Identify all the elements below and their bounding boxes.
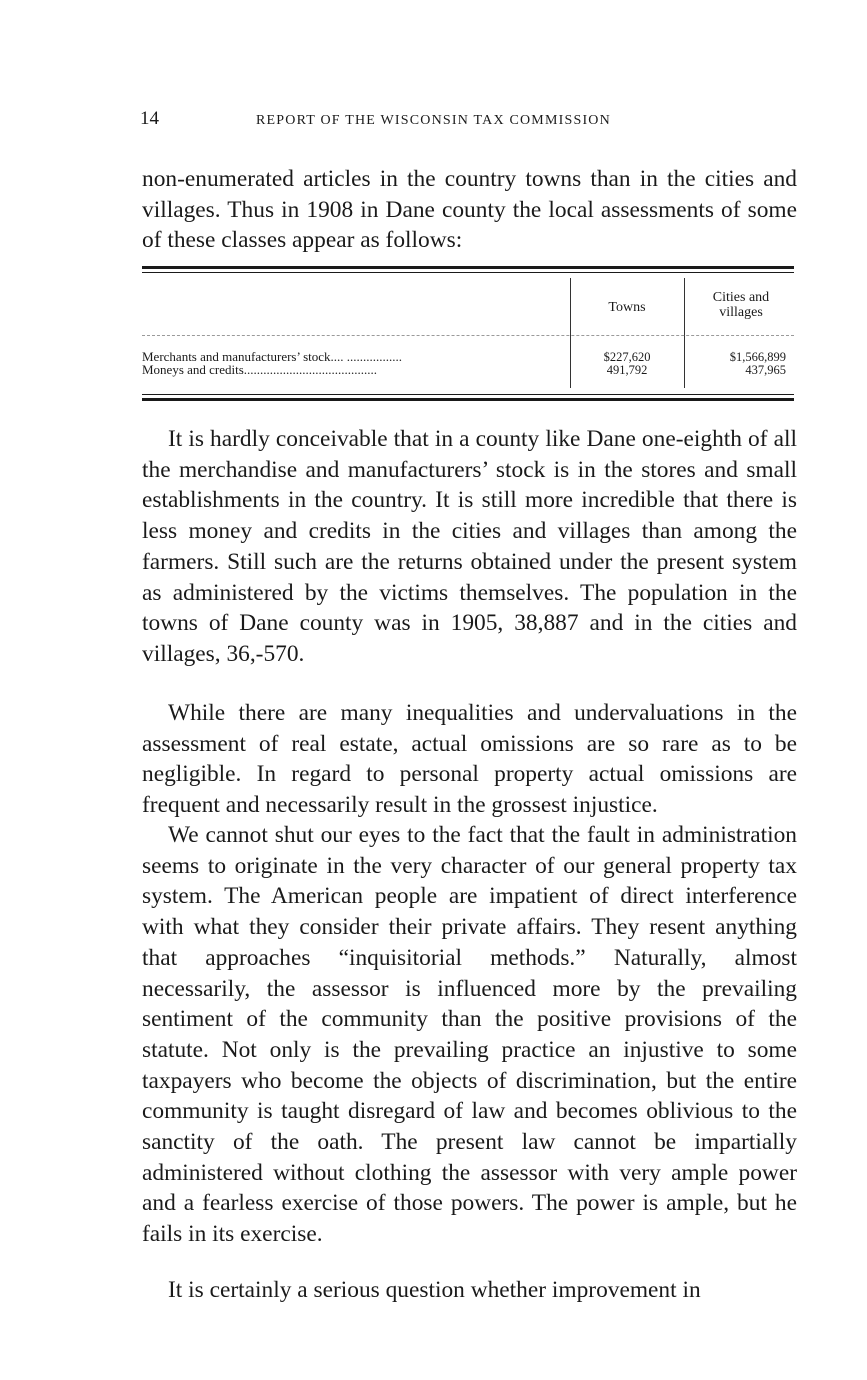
paragraph: It is certainly a serious question whether improvement in <box>168 1277 701 1303</box>
paragraph: While there are many inequalities and undervaluations in the assessment of real estate, actual omissions are so rare as to be negligible. In regard to personal property actual omissions are frequent and necessarily result in the grossest injustice. <box>142 700 797 819</box>
column-header-cities-line: Cities and <box>712 290 770 305</box>
assessment-table <box>142 266 794 406</box>
table-cell-towns: $227,620 <box>603 350 651 364</box>
table-row-label: Moneys and credits......................................... <box>142 363 378 377</box>
column-divider <box>684 278 685 388</box>
paragraph-intro: non-enumerated articles in the country towns than in the cities and villages. Thus in 1908 in Dane county the local assessments of some of these classes appear as follows: <box>142 166 797 254</box>
table-separator <box>142 335 794 336</box>
table-rule <box>142 266 794 269</box>
page-header <box>140 108 800 136</box>
column-header-towns-text: Towns <box>608 300 646 315</box>
column-header-cities <box>688 290 794 320</box>
column-header-towns <box>572 300 682 315</box>
table-row-label: Merchants and manufacturers’ stock.... ................. <box>142 350 403 364</box>
column-divider <box>570 278 571 388</box>
paragraph: We cannot shut our eyes to the fact that the fault in administration seems to originate in the very character of our general property tax system. The American people are impatient of direct interference with what they consider their private affairs. They resent anything that approaches “inquisitorial methods.” Naturally, almost necessarily, the assessor is influenced more by the prevailing sentiment of the community than the positive provisions of the statute. Not only is the prevailing practice an injustive to some taxpayers who become the objects of discrimination, but the entire community is taught disregard of law and becomes oblivious to the sanctity of the oath. The present law cannot be impartially administered without clothing the assessor with very ample power and a fearless exercise of those powers. The power is ample, but he fails in its exercise. <box>142 822 797 1248</box>
running-title: REPORT OF THE WISCONSIN TAX COMMISSION <box>256 113 611 128</box>
column-header-cities-line: villages <box>719 305 763 320</box>
table-rule <box>142 394 794 395</box>
table-cell-cities: $1,566,899 <box>729 350 786 364</box>
table-rule <box>142 272 794 273</box>
table-rule <box>142 398 794 401</box>
page-number: 14 <box>140 108 159 129</box>
table-cell-cities: 437,965 <box>745 363 786 377</box>
table-cell-towns: 491,792 <box>606 363 648 377</box>
paragraph: It is hardly conceivable that in a county like Dane one-eighth of all the merchandise and manufacturers’ stock is in the stores and small establishments in the country. It is still more incredible that there is less money and credits in the cities and villages than among the farmers. Still such are the returns obtained under the present system as administered by the victims themselves. The population in the towns of Dane county was in 1905, 38,887 and in the cities and villages, 36,-570. <box>142 426 797 667</box>
